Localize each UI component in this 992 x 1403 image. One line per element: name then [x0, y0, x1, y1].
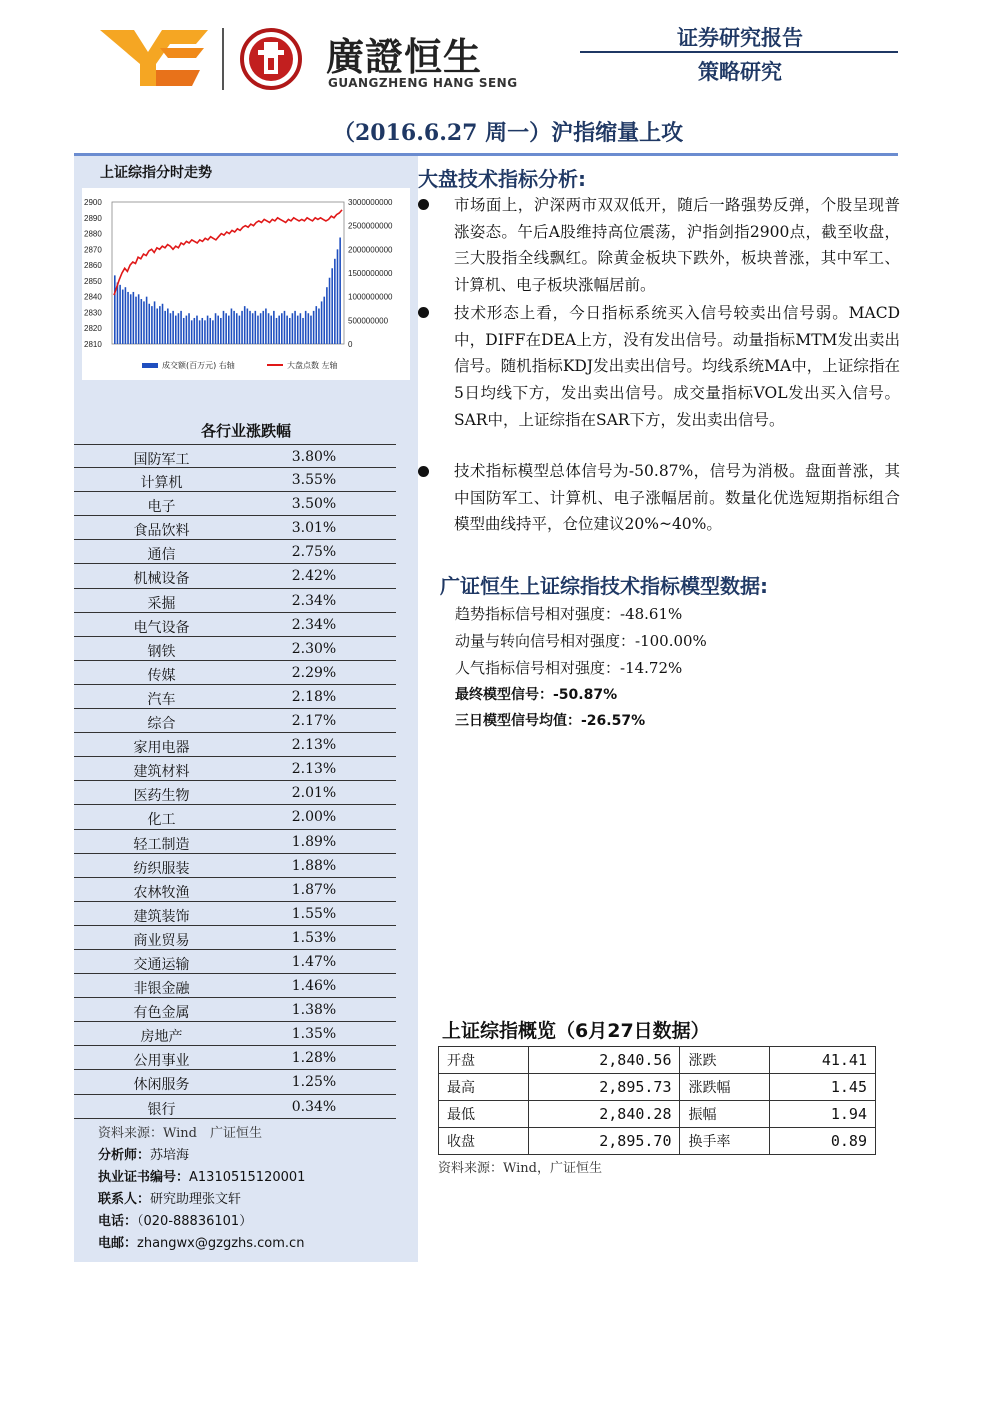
volume-bar	[212, 320, 214, 344]
volume-bar	[164, 311, 166, 344]
industry-row	[74, 878, 396, 902]
volume-bar	[135, 297, 137, 344]
industry-change: 1.53%	[291, 929, 337, 946]
volume-bar	[138, 294, 140, 344]
report-type: 证券研究报告	[677, 26, 803, 50]
volume-bar	[183, 318, 185, 344]
volume-bar	[159, 306, 161, 344]
industry-change: 1.35%	[291, 1026, 337, 1043]
volume-bar	[199, 320, 201, 344]
industry-row	[74, 757, 396, 781]
overview-value: 1.45	[770, 1074, 876, 1101]
industry-change: 3.80%	[291, 449, 337, 465]
industry-row	[74, 830, 396, 854]
analyst-value: zhangwx@gzgzhs.com.cn	[137, 1236, 305, 1251]
left-axis-tick: 2880	[84, 229, 102, 239]
industry-name: 交通运输	[133, 956, 190, 973]
chart-source: 资料来源：Wind 广证恒生	[98, 1126, 262, 1141]
left-axis-tick: 2900	[84, 198, 102, 207]
volume-bar	[133, 292, 135, 344]
volume-bar	[273, 311, 275, 344]
industry-name: 医药生物	[133, 788, 190, 805]
bullet-icon	[418, 199, 429, 210]
volume-bar	[318, 309, 320, 345]
industry-row	[74, 685, 396, 709]
left-axis-tick: 2870	[84, 245, 102, 255]
volume-bar	[339, 238, 341, 345]
industry-change: 2.75%	[291, 544, 337, 561]
chart-heading: 上证综指分时走势	[100, 165, 212, 181]
industry-name: 国防军工	[133, 452, 190, 468]
legend-swatch	[142, 363, 158, 368]
overview-table	[438, 1046, 876, 1155]
volume-bar	[143, 301, 145, 344]
volume-bar	[146, 297, 148, 344]
industry-name: 综合	[147, 716, 176, 733]
industry-row	[74, 444, 396, 468]
volume-bar	[323, 297, 325, 344]
analyst-label: 执业证书编号：	[98, 1170, 190, 1185]
volume-bar	[178, 313, 180, 344]
industry-name: 轻工制造	[133, 836, 190, 853]
volume-bar	[204, 320, 206, 344]
left-axis-tick: 2860	[84, 261, 102, 271]
overview-row	[439, 1074, 876, 1101]
bullet-icon	[418, 307, 429, 318]
analyst-value: A1310515120001	[189, 1170, 306, 1185]
left-axis-tick: 2850	[84, 276, 102, 286]
industry-row	[74, 637, 396, 661]
industry-name: 纺织服装	[133, 860, 190, 877]
overview-row	[439, 1047, 876, 1074]
volume-bar	[156, 309, 158, 345]
volume-bar	[315, 306, 317, 344]
industry-change: 2.13%	[291, 761, 337, 778]
brand-name-english: GUANGZHENG HANG SENG	[328, 76, 518, 90]
volume-bar	[170, 313, 172, 344]
overview-label: 涨跌	[680, 1047, 770, 1074]
overview-row	[439, 1128, 876, 1155]
volume-bar	[154, 301, 156, 344]
volume-bar	[191, 320, 193, 344]
volume-bar	[300, 313, 302, 344]
volume-bar	[236, 313, 238, 344]
industry-change: 1.88%	[291, 857, 337, 874]
volume-bar	[255, 311, 257, 344]
volume-bar	[162, 304, 164, 344]
industry-row	[74, 613, 396, 637]
volume-bar	[220, 318, 222, 344]
bullet-icon	[418, 466, 429, 477]
industry-row	[74, 661, 396, 685]
volume-bar	[239, 316, 241, 344]
industry-row	[74, 950, 396, 974]
industry-row	[74, 540, 396, 564]
industry-change: 2.42%	[291, 568, 337, 585]
analysis-paragraph: 技术形态上看，今日指标系统买入信号较卖出信号弱。MACD中，DIFF在DEA上方，没有发出信号。动量指标MTM发出卖出信号。随机指标KDJ发出卖出信号。均线系统MA中，上证综指在5日均线下方，发出卖出信号。成交量指标VOL发出买入信号。SAR中，上证综指在SAR下方，发出卖出信号。	[454, 304, 900, 429]
analyst-line	[98, 1188, 241, 1207]
analyst-label: 电邮：	[98, 1236, 138, 1251]
industry-row	[74, 516, 396, 540]
industry-change: 1.25%	[291, 1074, 337, 1091]
analyst-line	[98, 1232, 304, 1251]
industry-change: 1.89%	[291, 833, 337, 850]
volume-bar	[122, 290, 124, 344]
seal-logo-icon	[240, 28, 302, 90]
industry-change: 1.55%	[291, 905, 337, 922]
analyst-value: （020-88836101）	[137, 1214, 253, 1229]
volume-bar	[329, 278, 331, 344]
industry-name: 通信	[147, 547, 176, 564]
volume-bar	[172, 311, 174, 344]
industry-row	[74, 1046, 396, 1070]
overview-value: 2,895.73	[529, 1074, 680, 1101]
overview-value: 0.89	[770, 1128, 876, 1155]
industry-change: 3.01%	[291, 520, 337, 537]
industry-change: 2.29%	[291, 664, 337, 681]
intraday-chart	[82, 188, 410, 380]
brand-name: 廣證恒生	[326, 35, 483, 79]
volume-bar	[141, 299, 143, 344]
industry-change: 2.00%	[291, 809, 337, 826]
industry-change: 1.46%	[291, 978, 337, 995]
industry-change: 2.34%	[291, 592, 337, 609]
volume-bar	[313, 311, 315, 344]
industry-row	[74, 492, 396, 516]
right-axis-tick: 2500000000	[348, 221, 393, 231]
industry-name: 农林牧渔	[133, 884, 190, 901]
industry-row	[74, 974, 396, 998]
right-axis-tick: 3000000000	[348, 198, 393, 207]
overview-source: 资料来源：Wind，广证恒生	[438, 1161, 602, 1176]
volume-bar	[194, 318, 196, 344]
volume-bar	[225, 313, 227, 344]
industry-heading: 各行业涨跌幅	[200, 422, 291, 440]
industry-change: 2.34%	[291, 616, 337, 633]
industry-name: 商业贸易	[133, 932, 190, 949]
industry-name: 非银金融	[133, 981, 190, 998]
model-momentum-line: 动量与转向信号相对强度：-100.00%	[455, 632, 707, 650]
overview-label: 换手率	[680, 1128, 770, 1155]
analysis-paragraph: 技术指标模型总体信号为-50.87%，信号为消极。盘面普涨，其中国防军工、计算机、电子涨幅居前。数量化优选短期指标组合模型曲线持平，仓位建议20%~40%。	[454, 462, 900, 534]
volume-bar	[294, 311, 296, 344]
volume-bar	[265, 309, 267, 345]
industry-change: 1.87%	[291, 881, 337, 898]
legend-label: 成交额(百万元) 右轴	[162, 361, 235, 370]
overview-row	[439, 1101, 876, 1128]
overview-value: 41.41	[770, 1047, 876, 1074]
legend-label: 大盘点数 左轴	[287, 361, 338, 370]
industry-change: 1.38%	[291, 1002, 337, 1019]
volume-bar	[209, 318, 211, 344]
volume-bar	[127, 292, 129, 344]
industry-name: 电子	[147, 499, 176, 516]
volume-bar	[326, 287, 328, 344]
industry-row	[74, 564, 396, 588]
industry-name: 建筑装饰	[133, 908, 190, 925]
volume-bar	[201, 318, 203, 344]
model-final-signal: 最终模型信号：-50.87%	[455, 687, 618, 703]
industry-change: 2.30%	[291, 640, 337, 657]
industry-name: 家用电器	[133, 740, 190, 757]
report-category: 策略研究	[698, 60, 782, 84]
volume-bar	[196, 316, 198, 344]
volume-bar	[186, 316, 188, 344]
industry-name: 有色金属	[133, 1005, 190, 1022]
volume-bar	[310, 316, 312, 344]
overview-label: 收盘	[439, 1128, 529, 1155]
industry-row	[74, 1095, 396, 1119]
overview-label: 最高	[439, 1074, 529, 1101]
industry-row	[74, 1070, 396, 1094]
volume-bar	[217, 316, 219, 344]
right-axis-tick: 1500000000	[348, 269, 393, 278]
volume-bar	[223, 311, 225, 344]
volume-bar	[286, 316, 288, 344]
volume-bar	[233, 311, 235, 344]
right-axis-tick: 500000000	[348, 316, 389, 326]
left-axis-tick: 2890	[84, 213, 102, 223]
industry-change: 0.34%	[291, 1098, 337, 1115]
document-title: （2016.6.27 周一）沪指缩量上攻	[333, 120, 684, 146]
left-axis-tick: 2810	[84, 340, 102, 349]
volume-bar	[244, 306, 246, 344]
industry-row	[74, 709, 396, 733]
volume-bar	[321, 301, 323, 344]
logo-divider	[222, 28, 224, 90]
volume-bar	[249, 311, 251, 344]
industry-row	[74, 781, 396, 805]
overview-label: 开盘	[439, 1047, 529, 1074]
model-title: 广证恒生上证综指技术指标模型数据:	[440, 574, 768, 598]
industry-change: 1.47%	[291, 953, 337, 970]
analyst-label: 联系人：	[98, 1192, 151, 1207]
industry-row	[74, 854, 396, 878]
volume-bar	[262, 311, 264, 344]
industry-change: 3.50%	[291, 496, 337, 513]
volume-bar	[257, 316, 259, 344]
volume-bar	[241, 311, 243, 344]
volume-bar	[289, 318, 291, 344]
volume-bar	[292, 313, 294, 344]
volume-bar	[281, 313, 283, 344]
volume-bar	[268, 313, 270, 344]
left-axis-tick: 2820	[84, 324, 102, 334]
industry-row	[74, 1022, 396, 1046]
volume-bar	[308, 313, 310, 344]
industry-name: 电气设备	[133, 619, 190, 636]
industry-change: 2.01%	[291, 785, 337, 802]
ye-logo-icon	[100, 26, 208, 90]
industry-row	[74, 733, 396, 757]
volume-bar	[125, 287, 127, 344]
industry-name: 钢铁	[147, 643, 176, 660]
volume-bar	[276, 318, 278, 344]
overview-value: 2,895.70	[529, 1128, 680, 1155]
volume-bar	[260, 313, 262, 344]
volume-bar	[117, 282, 119, 344]
right-axis-tick: 1000000000	[348, 292, 393, 302]
volume-bar	[331, 268, 333, 344]
overview-value: 2,840.28	[529, 1101, 680, 1128]
left-axis-tick: 2830	[84, 308, 102, 318]
volume-bar	[284, 311, 286, 344]
header-rule	[580, 51, 898, 53]
analyst-label: 分析师：	[98, 1148, 151, 1163]
analyst-value: 研究助理张文轩	[150, 1192, 242, 1207]
industry-row	[74, 589, 396, 613]
volume-bar	[148, 304, 150, 344]
volume-bar	[252, 313, 254, 344]
industry-name: 公用事业	[133, 1053, 190, 1070]
analyst-label: 电话：	[98, 1214, 138, 1229]
volume-bar	[278, 316, 280, 344]
industry-change: 2.17%	[291, 713, 337, 730]
industry-name: 计算机	[140, 475, 183, 492]
analysis-title: 大盘技术指标分析:	[418, 167, 586, 191]
overview-label: 涨跌幅	[680, 1074, 770, 1101]
volume-bar	[151, 306, 153, 344]
analyst-line	[98, 1210, 252, 1229]
overview-label: 最低	[439, 1101, 529, 1128]
overview-value: 1.94	[770, 1101, 876, 1128]
industry-row	[74, 926, 396, 950]
model-three-day-average: 三日模型信号均值：-26.57%	[455, 713, 646, 729]
volume-bar	[334, 259, 336, 344]
industry-name: 房地产	[140, 1029, 183, 1046]
volume-bar	[297, 316, 299, 344]
industry-name: 银行	[147, 1101, 176, 1118]
analyst-line	[98, 1144, 189, 1163]
industry-row	[74, 902, 396, 926]
industry-change: 2.18%	[291, 688, 337, 705]
analyst-value: 苏培海	[150, 1148, 190, 1163]
volume-bar	[130, 294, 132, 344]
industry-row	[74, 468, 396, 492]
intraday-chart-svg	[82, 188, 410, 380]
industry-table	[74, 444, 396, 1119]
model-sentiment-line: 人气指标信号相对强度：-14.72%	[455, 659, 683, 677]
volume-bar	[215, 313, 217, 344]
right-axis-tick: 0	[348, 340, 353, 349]
industry-change: 1.28%	[291, 1050, 337, 1067]
industry-name: 汽车	[147, 691, 176, 708]
overview-value: 2,840.56	[529, 1047, 680, 1074]
volume-bar	[114, 275, 116, 344]
industry-change: 2.13%	[291, 737, 337, 754]
volume-bar	[302, 318, 304, 344]
volume-bar	[119, 285, 121, 344]
industry-row	[74, 998, 396, 1022]
volume-bar	[167, 309, 169, 345]
industry-name: 采掘	[147, 595, 176, 612]
right-axis-tick: 2000000000	[348, 245, 393, 255]
industry-name: 化工	[147, 812, 176, 829]
model-trend-line: 趋势指标信号相对强度：-48.61%	[455, 605, 683, 623]
analyst-line	[98, 1166, 305, 1185]
overview-label: 振幅	[680, 1101, 770, 1128]
left-axis-tick: 2840	[84, 292, 102, 302]
volume-bar	[270, 316, 272, 344]
analysis-paragraph: 市场面上，沪深两市双双低开，随后一路强势反弹，个股呈现普涨姿态。午后A股维持高位震荡，沪指剑指2900点，截至收盘，三大股指全线飘红。除黄金板块下跌外，板块普涨，其中军工、计算机、电子板块涨幅居前。	[454, 196, 900, 295]
volume-bar	[247, 309, 249, 345]
volume-bar	[188, 313, 190, 344]
industry-name: 建筑材料	[133, 764, 190, 781]
industry-name: 休闲服务	[133, 1077, 190, 1094]
volume-bar	[305, 311, 307, 344]
volume-bar	[337, 249, 339, 344]
volume-bar	[228, 316, 230, 344]
industry-name: 传媒	[147, 667, 176, 684]
volume-bar	[231, 309, 233, 345]
industry-change: 3.55%	[291, 472, 337, 489]
volume-bar	[207, 316, 209, 344]
overview-title: 上证综指概览（6月27日数据）	[442, 1020, 710, 1042]
industry-name: 食品饮料	[133, 523, 190, 540]
industry-row	[74, 805, 396, 829]
volume-bar	[180, 311, 182, 344]
industry-name: 机械设备	[133, 571, 190, 588]
volume-bar	[175, 316, 177, 344]
